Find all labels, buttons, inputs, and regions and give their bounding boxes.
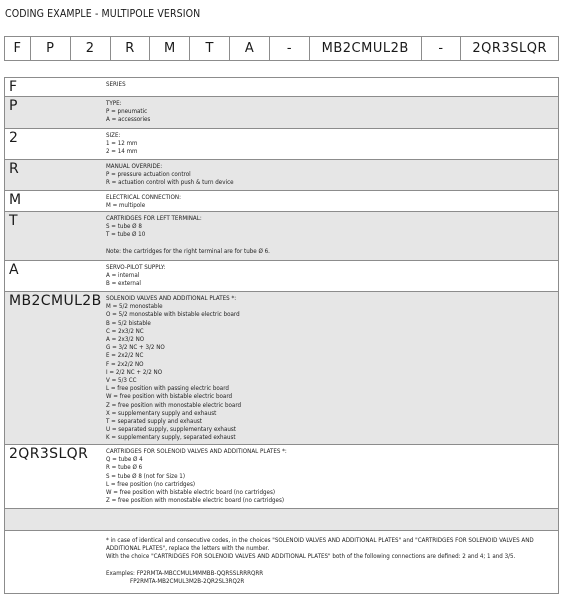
footnote-row — [5, 531, 558, 593]
row-description — [100, 292, 558, 444]
row-code: T — [9, 213, 18, 229]
row-description — [100, 212, 558, 260]
table-row — [5, 78, 558, 97]
code-cell-series: F — [5, 37, 31, 60]
footnote-line: With the choice "CARTRIDGES FOR SOLENOID VALVES AND ADDITIONAL PLATES" both of the following connections are defined: 2 and 4; 1 and 3/5. — [106, 553, 516, 561]
option-line: R = actuation control with push & turn device — [106, 179, 234, 187]
row-heading: SERIES — [106, 81, 126, 88]
row-description — [100, 445, 558, 508]
option-line: S = tube Ø 8 — [106, 223, 142, 231]
option-line: B = external — [106, 280, 141, 288]
row-heading: CARTRIDGES FOR SOLENOID VALVES AND ADDITIONAL PLATES *: — [106, 448, 287, 455]
option-line: 1 = 12 mm — [106, 140, 138, 148]
option-line: G = 3/2 NC + 3/2 NO — [106, 344, 165, 352]
option-line: C = 2x3/2 NC — [106, 327, 144, 335]
row-description — [100, 78, 558, 96]
option-line: F = 2x2/2 NO — [106, 360, 144, 368]
table-row — [5, 445, 558, 509]
row-heading: CARTRIDGES FOR LEFT TERMINAL: — [106, 215, 202, 222]
row-description — [100, 97, 558, 128]
footnote-line: ADDITIONAL PLATES", replace the letters with the number. — [106, 545, 270, 553]
page-title: CODING EXAMPLE - MULTIPOLE VERSION — [5, 8, 201, 20]
option-line: P = pneumatic — [106, 108, 148, 116]
coding-table — [4, 77, 559, 594]
option-line: L = free position (no cartridges) — [106, 480, 196, 488]
option-line: L = free position with passing electric board — [106, 385, 229, 393]
option-line: M = 5/2 monostable — [106, 303, 163, 311]
table-row — [5, 129, 558, 160]
row-code: MB2CMUL2B — [9, 293, 102, 309]
code-cell-cartridges: 2QR3SLQR — [472, 41, 547, 56]
option-line: U = separated supply, supplementary exhaust — [106, 426, 236, 434]
option-line: O = 5/2 monostable with bistable electric board — [106, 311, 240, 319]
row-description — [100, 509, 558, 530]
option-line: W = free position with bistable electric board — [106, 393, 233, 401]
row-code: 2 — [9, 130, 19, 146]
option-line: R = tube Ø 6 — [106, 464, 143, 472]
code-cell-left-cartridges: T — [190, 37, 230, 60]
row-note: Note: the cartridges for the right terminal are for tube Ø 6. — [106, 247, 270, 255]
footnote-line: * in case of identical and consecutive codes, in the choices "SOLENOID VALVES AND ADDITIONAL PLATES" and "CARTRIDGES FOR SOLENOID VALVES AND — [106, 537, 534, 544]
code-cell-size: 2 — [71, 37, 111, 60]
example-line: FP2RMTA-MB2CMUL3M2B-2QR2SL3RQ2R — [130, 577, 245, 585]
option-line: X = supplementary supply and exhaust — [106, 409, 217, 417]
row-description — [100, 160, 558, 190]
row-heading: SOLENOID VALVES AND ADDITIONAL PLATES *: — [106, 295, 237, 302]
code-cell-separator: - — [270, 37, 310, 60]
table-row — [5, 212, 558, 261]
table-row — [5, 97, 558, 129]
code-cell-manual-override: R — [111, 37, 151, 60]
row-heading: TYPE: — [106, 100, 122, 107]
row-description — [100, 129, 558, 159]
option-line: Z = free position with monostable electric board — [106, 401, 242, 409]
footnote — [100, 531, 558, 593]
row-heading: SERVO-PILOT SUPPLY: — [106, 264, 166, 271]
row-code: F — [9, 79, 18, 95]
code-cell-servo-pilot: A — [230, 37, 270, 60]
example-line: Examples: FP2RMTA-MBCCMULMMMBB-QQRSSLRRRQRR — [106, 569, 264, 577]
code-example-row — [4, 36, 559, 61]
option-line: I = 2/2 NC + 2/2 NO — [106, 368, 163, 376]
code-cell-separator: - — [422, 37, 462, 60]
row-heading: MANUAL OVERRIDE: — [106, 163, 163, 170]
option-line: S = tube Ø 8 (not for Size 1) — [106, 472, 186, 480]
option-line: Z = free position with monostable electric board (no cartridges) — [106, 497, 285, 505]
option-line: A = 2x3/2 NO — [106, 336, 145, 344]
option-line: K = supplementary supply, separated exhaust — [106, 434, 236, 442]
option-line: T = separated supply and exhaust — [106, 418, 202, 426]
option-line: B = 5/2 bistable — [106, 319, 151, 327]
code-cell-type: P — [31, 37, 71, 60]
row-heading: SIZE: — [106, 132, 121, 139]
option-line: W = free position with bistable electric board (no cartridges) — [106, 489, 276, 497]
option-line: V = 5/3 CC — [106, 377, 137, 385]
row-code — [5, 509, 100, 530]
option-line: A = internal — [106, 272, 140, 280]
row-code — [5, 531, 100, 593]
table-row — [5, 160, 558, 191]
option-line: A = accessories — [106, 116, 151, 124]
option-line: M = multipole — [106, 202, 146, 210]
row-heading: ELECTRICAL CONNECTION: — [106, 194, 181, 201]
option-line: P = pressure actuation control — [106, 171, 191, 179]
code-cell-electrical: M — [150, 37, 190, 60]
row-description — [100, 261, 558, 291]
table-row — [5, 261, 558, 292]
option-line: Q = tube Ø 4 — [106, 456, 143, 464]
table-row — [5, 191, 558, 212]
option-line: T = tube Ø 10 — [106, 231, 146, 239]
row-code: R — [9, 161, 20, 177]
option-line: E = 2x2/2 NC — [106, 352, 144, 360]
row-code: 2QR3SLQR — [9, 446, 89, 462]
table-row — [5, 292, 558, 445]
code-cell-solenoid-valves: MB2CMUL2B — [310, 37, 422, 60]
row-code: A — [9, 262, 19, 278]
option-line: 2 = 14 mm — [106, 148, 138, 156]
row-code: P — [9, 98, 18, 114]
row-code: M — [9, 192, 22, 208]
table-row-empty — [5, 509, 558, 531]
row-description — [100, 191, 558, 211]
